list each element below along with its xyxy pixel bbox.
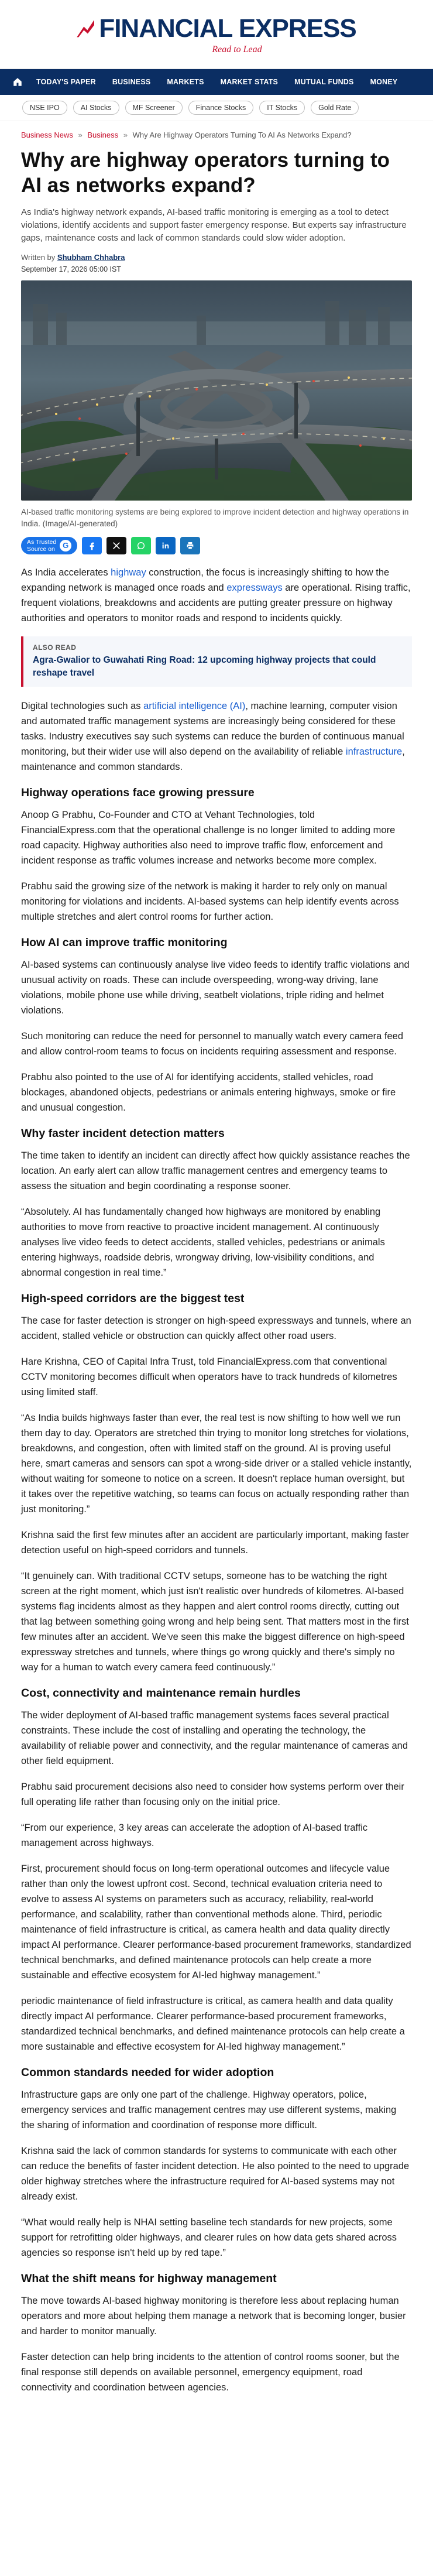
section-heading: How AI can improve traffic monitoring [21, 936, 228, 949]
article-paragraph: The move towards AI-based highway monitoring is therefore less about replacing human operators and more about helping them manage a network that is becoming longer, busier and harder to monitor manually. [21, 2296, 406, 2337]
highway-interchange-illustration [21, 280, 412, 501]
google-pill-line1: As Trusted [27, 539, 57, 546]
facebook-icon[interactable] [82, 537, 102, 554]
section-heading: Why faster incident detection matters [21, 1127, 225, 1140]
site-logo[interactable] [77, 14, 356, 43]
site-header [0, 0, 433, 69]
chip-nse-ipo[interactable]: NSE IPO [22, 101, 67, 115]
article-paragraph: Such monitoring can reduce the need for personnel to manually watch every camera feed and allow control-room teams to focus on incidents requiring assessment and response. [21, 1031, 404, 1057]
chip-gold-rate[interactable]: Gold Rate [311, 101, 359, 115]
print-icon[interactable] [180, 537, 200, 554]
breadcrumb-business[interactable]: Business [87, 131, 119, 139]
article-paragraph: Faster detection can help bring incidents to the attention of control rooms sooner, but the final response still depends on available personnel, emergency equipment, road connectivity and coordination between agencies. [21, 2352, 400, 2393]
article-byline [21, 253, 412, 262]
nav-item-mutual-funds[interactable]: MUTUAL FUNDS [294, 78, 354, 86]
article-paragraph: The case for faster detection is stronger on high-speed expressways and tunnels, where an accident, stalled vehicle or obstruction can quickly affect other road users. [21, 1316, 411, 1341]
section-heading: What the shift means for highway management [21, 2272, 277, 2285]
article-quote: “As India builds highways faster than ever, the real test is now shifting to how well we run them day to day. Operators are stretched thin trying to monitor long stretches for violations, breakdowns, and congestion, often with limited staff on the ground. AI is proving useful here, smart cameras and sensors can spot a wrong-side driver or a stalled vehicle instantly, without waiting for someone to notice on a screen. It doesn't replace human oversight, but it takes over the repetitive watching, so teams can focus on actually responding rather than just monitoring.” [21, 1413, 412, 1515]
digital-text-2: , machine learning, computer vision and automated traffic management systems are increasingly being considered for these tasks. Industry executives say such systems can reduce the burden of continuous manual monitoring, but their wider use will also depend on the availability of reliable [21, 701, 404, 757]
image-caption: AI-based traffic monitoring systems are being explored to improve incident detection and highway operations in India. (Image/AI-generated) [21, 508, 409, 528]
nav-item-money[interactable]: MONEY [370, 78, 398, 86]
article-paragraph: Prabhu also pointed to the use of AI for identifying accidents, stalled vehicles, road blockages, abandoned objects, pedestrians or animals entering highways, smoke or fire and unusual congestion. [21, 1072, 396, 1113]
section-heading: Cost, connectivity and maintenance remain hurdles [21, 1687, 301, 1700]
artificial-intelligence-link[interactable]: artificial intelligence (AI) [143, 701, 246, 711]
article-paragraph: Anoop G Prabhu, Co-Founder and CTO at Vehant Technologies, told FinancialExpress.com that the operational challenge is no longer limited to adding more road capacity. Highway authorities also need to improve traffic flow, enforcement and incident response as traffic volumes increase and networks become more complex. [21, 810, 396, 866]
section-heading: Common standards needed for wider adoption [21, 2066, 274, 2079]
site-logo-text: FINANCIAL EXPRESS [99, 13, 356, 43]
chip-ai-stocks[interactable]: AI Stocks [73, 101, 119, 115]
article-paragraph: AI-based systems can continuously analyse live video feeds to identify traffic violations and unusual activity on roads. These can include overspeeding, wrong-way driving, lane violations, mobile phone use while driving, seatbelt violations, triple riding and helmet violations. [21, 960, 410, 1016]
intro-text-3: are operational. Rising traffic, frequent violations, breakdowns and accidents are putting greater pressure on highway authorities and operators to monitor roads and respond to incidents quickly. [21, 583, 411, 624]
article-quote: periodic maintenance of field infrastructure is critical, as camera health and data quality directly impact AI performance. Clearer performance-based procurement frameworks, standardized technical benchmarks, and defined maintenance protocols can help create a more sustainable and effective ecosystem for AI-led highway management.” [21, 1996, 405, 2052]
article-paragraph: Prabhu said procurement decisions also need to consider how systems perform over their full operating life rather than focusing only on the initial price. [21, 1782, 404, 1807]
hero-image [21, 280, 412, 501]
breadcrumb-separator: » [123, 131, 128, 139]
also-read-box [21, 636, 412, 687]
also-read-label: ALSO READ [33, 643, 77, 652]
site-tagline: Read to Lead [212, 44, 262, 54]
article-quote: “From our experience, 3 key areas can accelerate the adoption of AI-based traffic management across highways. [21, 1823, 368, 1848]
digital-text-3: , maintenance and common standards. [21, 746, 405, 772]
logo-arrow-icon [77, 20, 94, 37]
linkedin-icon[interactable] [156, 537, 176, 554]
breadcrumb-business-news[interactable]: Business News [21, 131, 73, 139]
chip-it-stocks[interactable]: IT Stocks [259, 101, 305, 115]
breadcrumb-current: Why Are Highway Operators Turning To AI As Networks Expand? [132, 131, 352, 139]
nav-item-markets[interactable]: MARKETS [167, 78, 204, 86]
article-paragraph: The time taken to identify an incident can directly affect how quickly assistance reaches the location. An early alert can allow traffic management centres and emergency teams to assess the situation and begin coordinating a response sooner. [21, 1150, 410, 1191]
article-container [0, 121, 433, 2395]
article-headline: Why are highway operators turning to AI as networks expand? [21, 149, 390, 197]
article-quote: “What would really help is NHAI setting baseline tech standards for new projects, some support for retrofitting older highways, and clearer rules on how data gets shared across agencies so response isn't held up by red tape.” [21, 2217, 397, 2258]
breadcrumb [21, 121, 412, 145]
intro-text-2: construction, the focus is increasingly shifting to how the expanding network is managed once roads and [21, 567, 390, 593]
article-quote: First, procurement should focus on long-term operational outcomes and lifecycle value rather than only the lowest upfront cost. Second, technical evaluation criteria need to evolve to assess AI systems on parameters such as accuracy, reliability, real-world performance, and scalability, rather than conventional methods alone. Third, periodic maintenance of field infrastructure is critical, as camera health and data quality directly impact AI performance. Clearer performance-based procurement frameworks, standardized technical benchmarks, and defined maintenance protocols can help create a more sustainable and effective ecosystem for AI-led highway management.” [21, 1864, 411, 1981]
article-paragraph: Hare Krishna, CEO of Capital Infra Trust, told FinancialExpress.com that conventional CCTV monitoring becomes difficult when operators have to track hundreds of kilometres using limited staff. [21, 1356, 397, 1397]
chip-finance-stocks[interactable]: Finance Stocks [188, 101, 253, 115]
main-nav [0, 69, 433, 95]
section-heading: High-speed corridors are the biggest test [21, 1292, 245, 1305]
article-paragraph: Prabhu said the growing size of the network is making it harder to rely only on manual monitoring for violations and incidents. AI-based systems can help identify events across multiple stretches and alert control rooms for further action. [21, 881, 399, 922]
expressways-link[interactable]: expressways [226, 583, 283, 593]
google-preferred-source-button[interactable] [21, 537, 77, 554]
nav-item-business[interactable]: BUSINESS [112, 78, 151, 86]
google-icon: G [60, 540, 71, 551]
home-icon[interactable] [7, 69, 28, 95]
infrastructure-link[interactable]: infrastructure [345, 746, 403, 757]
chip-mf-screener[interactable]: MF Screener [125, 101, 183, 115]
intro-paragraph [21, 565, 412, 626]
nav-item-market-stats[interactable]: MARKET STATS [220, 78, 279, 86]
digital-tech-paragraph [21, 698, 412, 775]
article-paragraph: Krishna said the lack of common standards for systems to communicate with each other can reduce the benefits of faster incident detection. He also pointed to the need to upgrade older highway stretches where the infrastructure required for AI-based systems may not already exist. [21, 2146, 410, 2202]
digital-text-1: Digital technologies such as [21, 701, 144, 711]
article-date: September 17, 2026 05:00 IST [21, 265, 121, 273]
x-icon[interactable] [106, 537, 126, 554]
google-pill-line2: Source on [27, 546, 55, 553]
article-paragraph: Krishna said the first few minutes after an accident are particularly important, making faster detection useful on high-speed corridors and tunnels. [21, 1530, 410, 1556]
article-summary: As India's highway network expands, AI-based traffic monitoring is emerging as a tool to detect violations, identify accidents and support faster emergency response. But experts say infrastructure gaps, maintenance costs and lack of common standards could slow wider adoption. [21, 207, 407, 243]
topic-chips [0, 95, 433, 121]
whatsapp-icon[interactable] [131, 537, 151, 554]
share-row [21, 537, 412, 554]
also-read-link[interactable]: Agra-Gwalior to Guwahati Ring Road: 12 upcoming highway projects that could reshape travel [33, 655, 376, 678]
article-quote: “Absolutely. AI has fundamentally changed how highways are monitored by enabling authorities to move from reactive to proactive incident management. AI continuously analyses live video feeds to detect accidents, stalled vehicles, pedestrians or animals entering highways, roadside debris, wrongway driving, low-visibility conditions, and abnormal congestion in real time.” [21, 1207, 385, 1278]
byline-prefix: Written by [21, 253, 56, 262]
author-link[interactable]: Shubham Chhabra [57, 253, 125, 262]
section-heading: Highway operations face growing pressure [21, 786, 255, 799]
nav-item-todays-paper[interactable]: TODAY'S PAPER [36, 78, 96, 86]
breadcrumb-separator: » [78, 131, 83, 139]
article-paragraph: The wider deployment of AI-based traffic management systems faces several practical constraints. These include the cost of installing and operating the technology, the availability of reliable power and connectivity, and the regular maintenance of cameras and other field equipment. [21, 1710, 408, 1766]
article-paragraph: Infrastructure gaps are only one part of the challenge. Highway operators, police, emergency services and traffic management centres may use different systems, making the sharing of information and coordination of response more difficult. [21, 2089, 397, 2130]
highway-link[interactable]: highway [111, 567, 146, 578]
article-quote: “It genuinely can. With traditional CCTV setups, someone has to be watching the right screen at the right moment, which just isn't realistic over hundreds of kilometres. AI-based systems flag incidents almost as they happen and alert control rooms directly, cutting out that lag between something going wrong and help being sent. That matters most in the first few minutes after an accident. We've seen this make the biggest difference on high-speed expressway stretches and tunnels, where things go wrong quickly and there's simply no way for a human to watch every camera feed continuously.” [21, 1571, 409, 1673]
intro-text-1: As India accelerates [21, 567, 111, 578]
